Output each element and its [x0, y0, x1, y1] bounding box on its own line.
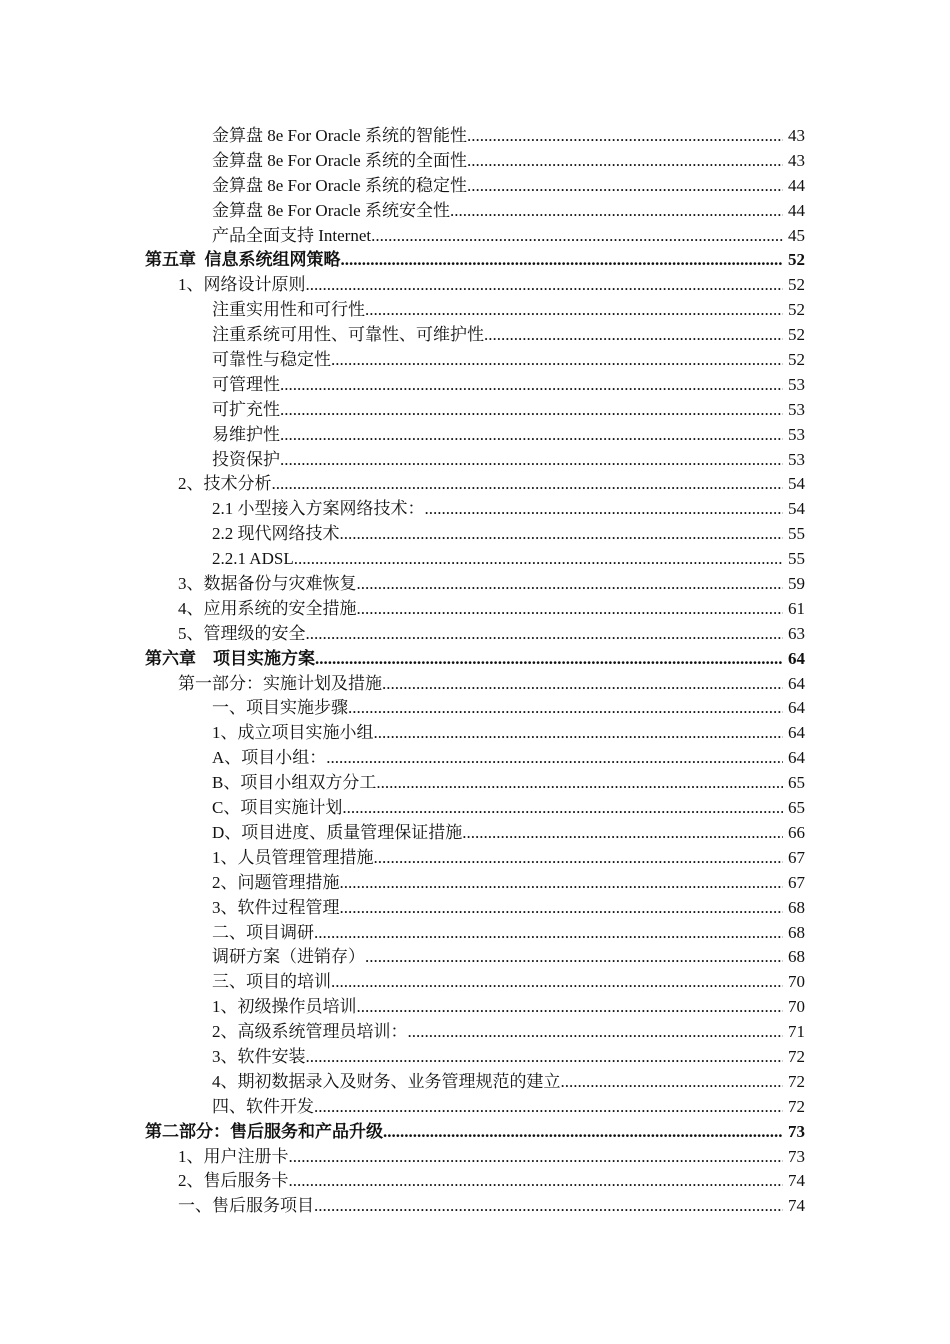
toc-dot-leader: [306, 622, 784, 647]
toc-dot-leader: [450, 199, 783, 224]
toc-entry-title: 四、软件开发: [212, 1096, 314, 1116]
toc-page-number: 68: [788, 922, 805, 942]
toc-entry[interactable]: [0, 771, 950, 796]
toc-entry[interactable]: [0, 423, 950, 448]
toc-entry-title: 金算盘 8e For Oracle 系统安全性: [212, 200, 450, 220]
toc-entry-title: D、项目进度、质量管理保证措施: [212, 822, 463, 842]
toc-dot-leader: [294, 547, 783, 572]
toc-entry-title: 二、项目调研: [212, 922, 314, 942]
toc-page-number: 68: [788, 897, 805, 917]
toc-page-number: 70: [788, 972, 805, 992]
toc-dot-leader: [408, 1020, 784, 1045]
toc-dot-leader: [314, 921, 783, 946]
toc-dot-leader: [462, 821, 783, 846]
toc-dot-leader: [376, 771, 783, 796]
toc-entry-title: 第二部分：售后服务和产品升级: [145, 1121, 383, 1141]
toc-entry[interactable]: [0, 846, 950, 871]
toc-entry[interactable]: [0, 298, 950, 323]
toc-entry[interactable]: [0, 1145, 950, 1170]
toc-page-number: 72: [788, 1071, 805, 1091]
toc-dot-leader: [467, 149, 783, 174]
toc-page-number: 44: [788, 175, 805, 195]
toc-entry-title: 1、用户注册卡: [178, 1146, 289, 1166]
toc-entry-title: 第五章 信息系统组网策略: [145, 250, 341, 270]
toc-entry[interactable]: [0, 448, 950, 473]
toc-entry-title: 3、软件安装: [212, 1046, 306, 1066]
toc-entry[interactable]: [0, 871, 950, 896]
toc-entry-title: 4、期初数据录入及财务、业务管理规范的建立: [212, 1071, 561, 1091]
toc-page-number: 63: [788, 623, 805, 643]
toc-entry-title: 第一部分：实施计划及措施: [178, 673, 382, 693]
toc-entry[interactable]: [0, 174, 950, 199]
toc-entry-title: 金算盘 8e For Oracle 系统的智能性: [212, 126, 467, 145]
toc-dot-leader: [374, 846, 784, 871]
toc-page-number: 55: [788, 549, 805, 569]
toc-dot-leader: [306, 1045, 784, 1070]
toc-entry-title: 第六章 项目实施方案: [145, 648, 315, 668]
toc-dot-leader: [348, 696, 783, 721]
toc-entry[interactable]: [0, 970, 950, 995]
toc-entry-title: 注重实用性和可行性: [212, 300, 365, 320]
toc-dot-leader: [272, 472, 784, 497]
toc-page-number: 52: [788, 275, 805, 295]
toc-entry-title: 1、网络设计原则: [178, 275, 306, 295]
toc-entry-title: 1、人员管理管理措施: [212, 847, 374, 867]
toc-entry[interactable]: [0, 547, 950, 572]
toc-page-number: 72: [788, 1096, 805, 1116]
toc-dot-leader: [280, 398, 783, 423]
toc-entry-title: 金算盘 8e For Oracle 系统的稳定性: [212, 175, 467, 195]
toc-entry[interactable]: [0, 746, 950, 771]
toc-page-number: 72: [788, 1046, 805, 1066]
toc-entry[interactable]: [0, 1045, 950, 1070]
toc-page-number: 68: [788, 947, 805, 967]
toc-dot-leader: [331, 348, 783, 373]
toc-page-number: 67: [788, 847, 805, 867]
toc-entry-title: 1、初级操作员培训: [212, 997, 357, 1017]
toc-page-number: 65: [788, 773, 805, 793]
toc-dot-leader: [340, 522, 784, 547]
toc-entry-title: 2.2.1 ADSL: [212, 549, 294, 569]
toc-dot-leader: [289, 1145, 784, 1170]
toc-entry[interactable]: [0, 522, 950, 547]
toc-dot-leader: [326, 746, 783, 771]
toc-entry-title: 一、售后服务项目: [178, 1196, 314, 1216]
toc-page-number: 64: [788, 748, 805, 768]
toc-page-number: 43: [788, 150, 805, 170]
toc-entry-title: 2.1 小型接入方案网络技术：: [212, 499, 425, 519]
toc-page-number: 61: [788, 598, 805, 618]
toc-dot-leader: [467, 174, 783, 199]
toc-page-number: 73: [788, 1121, 805, 1141]
toc-page-number: 43: [788, 126, 805, 145]
toc-dot-leader: [374, 721, 784, 746]
toc-page-number: 53: [788, 424, 805, 444]
toc-entry[interactable]: [0, 373, 950, 398]
toc-dot-leader: [365, 298, 783, 323]
toc-entry[interactable]: [0, 672, 950, 697]
toc-page-number: 73: [788, 1146, 805, 1166]
toc-entry[interactable]: [0, 1095, 950, 1120]
toc-entry-title: 5、管理级的安全: [178, 623, 306, 643]
toc-entry[interactable]: [0, 1169, 950, 1194]
toc-entry[interactable]: [0, 398, 950, 423]
toc-entry[interactable]: [0, 323, 950, 348]
toc-entry[interactable]: [0, 199, 950, 224]
toc-entry-title: 2、售后服务卡: [178, 1171, 289, 1191]
toc-dot-leader: [365, 945, 783, 970]
toc-entry-title: 2.2 现代网络技术: [212, 524, 340, 544]
toc-entry-title: 3、数据备份与灾难恢复: [178, 574, 357, 594]
toc-entry[interactable]: [0, 149, 950, 174]
toc-page-number: 53: [788, 374, 805, 394]
toc-entry-title: 可管理性: [212, 374, 280, 394]
toc-entry-title: 一、项目实施步骤: [212, 698, 348, 718]
toc-page-number: 64: [788, 673, 805, 693]
toc-entry[interactable]: [0, 995, 950, 1020]
toc-entry-title: 2、技术分析: [178, 474, 272, 494]
toc-dot-leader: [315, 647, 783, 672]
toc-dot-leader: [289, 1169, 784, 1194]
toc-dot-leader: [383, 1120, 783, 1145]
toc-dot-leader: [467, 124, 783, 149]
toc-entry[interactable]: [0, 945, 950, 970]
toc-page-number: 64: [788, 648, 805, 668]
toc-entry[interactable]: [0, 696, 950, 721]
toc-entry[interactable]: [0, 124, 950, 149]
toc-entry-title: 4、应用系统的安全措施: [178, 598, 357, 618]
toc-entry[interactable]: [0, 1120, 950, 1145]
toc-entry-title: 3、软件过程管理: [212, 897, 340, 917]
toc-page-number: 74: [788, 1171, 805, 1191]
toc-entry-title: 2、高级系统管理员培训：: [212, 1022, 408, 1042]
toc-dot-leader: [382, 672, 783, 697]
table-of-contents: [0, 124, 950, 1219]
toc-entry[interactable]: [0, 921, 950, 946]
toc-dot-leader: [280, 373, 783, 398]
toc-dot-leader: [484, 323, 783, 348]
toc-dot-leader: [371, 224, 783, 249]
toc-entry[interactable]: [0, 647, 950, 672]
toc-entry[interactable]: [0, 497, 950, 522]
toc-page-number: 52: [788, 250, 805, 270]
toc-dot-leader: [425, 497, 784, 522]
toc-entry-title: 2、问题管理措施: [212, 872, 340, 892]
toc-entry-title: 三、项目的培训: [212, 972, 331, 992]
toc-dot-leader: [341, 248, 784, 273]
toc-entry[interactable]: [0, 796, 950, 821]
toc-entry-title: 可扩充性: [212, 399, 280, 419]
toc-dot-leader: [314, 1194, 783, 1219]
toc-entry-title: 易维护性: [212, 424, 280, 444]
toc-entry[interactable]: [0, 572, 950, 597]
toc-page-number: 52: [788, 350, 805, 370]
toc-dot-leader: [280, 423, 783, 448]
toc-page-number: 44: [788, 200, 805, 220]
toc-entry-title: 投资保护: [212, 449, 280, 469]
toc-entry[interactable]: [0, 1020, 950, 1045]
toc-dot-leader: [342, 796, 783, 821]
toc-page-number: 55: [788, 524, 805, 544]
toc-entry-title: C、项目实施计划: [212, 798, 343, 818]
toc-page-number: 65: [788, 798, 805, 818]
toc-entry[interactable]: [0, 472, 950, 497]
toc-entry[interactable]: [0, 248, 950, 273]
toc-entry[interactable]: [0, 348, 950, 373]
toc-entry[interactable]: [0, 821, 950, 846]
toc-page-number: 45: [788, 225, 805, 245]
toc-page-number: 53: [788, 399, 805, 419]
toc-page-number: 54: [788, 499, 805, 519]
toc-dot-leader: [306, 273, 784, 298]
toc-entry-title: 产品全面支持 Internet: [212, 225, 372, 245]
toc-dot-leader: [561, 1070, 784, 1095]
toc-entry-title: 金算盘 8e For Oracle 系统的全面性: [212, 150, 467, 170]
toc-entry-title: 注重系统可用性、可靠性、可维护性: [212, 325, 484, 345]
toc-dot-leader: [280, 448, 783, 473]
toc-entry[interactable]: [0, 721, 950, 746]
toc-entry-title: B、项目小组双方分工: [212, 773, 377, 793]
toc-page-number: 52: [788, 300, 805, 320]
toc-page-number: 53: [788, 449, 805, 469]
toc-page-number: 66: [788, 822, 805, 842]
toc-entry[interactable]: [0, 273, 950, 298]
toc-page-number: 59: [788, 574, 805, 594]
toc-dot-leader: [331, 970, 783, 995]
toc-page-number: 74: [788, 1196, 805, 1216]
toc-entry[interactable]: [0, 1194, 950, 1219]
toc-page-number: 70: [788, 997, 805, 1017]
toc-dot-leader: [314, 1095, 783, 1120]
toc-page-number: 64: [788, 723, 805, 743]
toc-entry[interactable]: [0, 224, 950, 249]
toc-entry[interactable]: [0, 1070, 950, 1095]
toc-dot-leader: [340, 896, 784, 921]
toc-entry-title: 可靠性与稳定性: [212, 350, 331, 370]
toc-page-number: 67: [788, 872, 805, 892]
toc-page-number: 52: [788, 325, 805, 345]
toc-page-number: 54: [788, 474, 805, 494]
toc-entry[interactable]: [0, 622, 950, 647]
toc-entry-title: 调研方案（进销存）: [212, 947, 365, 967]
toc-page-number: 64: [788, 698, 805, 718]
toc-entry[interactable]: [0, 896, 950, 921]
toc-page-number: 71: [788, 1022, 805, 1042]
toc-dot-leader: [357, 995, 784, 1020]
toc-dot-leader: [357, 597, 784, 622]
toc-entry-title: A、项目小组：: [212, 748, 327, 768]
toc-entry[interactable]: [0, 597, 950, 622]
toc-dot-leader: [340, 871, 784, 896]
toc-entry-title: 1、成立项目实施小组: [212, 723, 374, 743]
toc-dot-leader: [357, 572, 784, 597]
